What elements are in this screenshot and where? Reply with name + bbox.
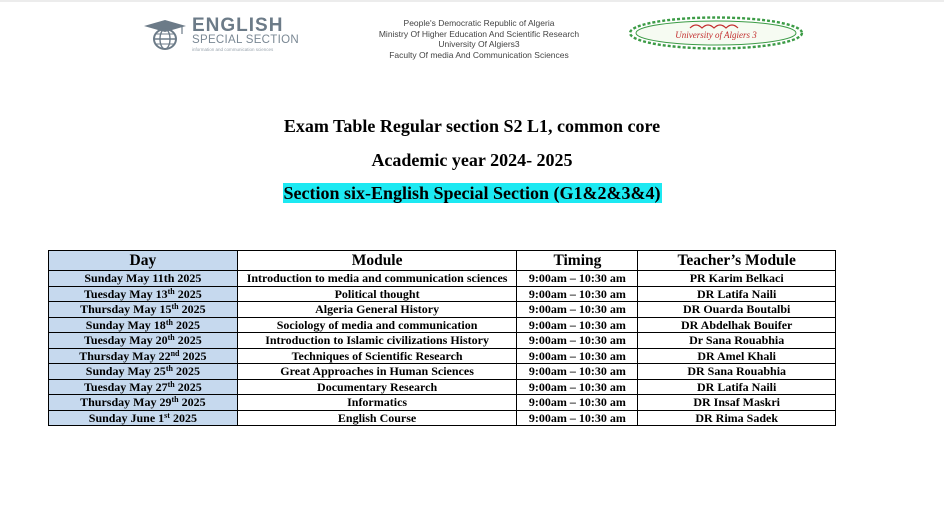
header-module: Module [237,251,517,271]
exam-schedule-table [48,250,836,426]
cell-teacher: DR Insaf Maskri [638,395,836,411]
cell-module: Political thought [237,286,517,302]
cell-timing: 9:00am – 10:30 am [517,286,638,302]
top-border [0,0,944,2]
english-section-logo [140,14,320,54]
table-header-row [49,251,836,271]
cell-day: Tuesday May 13th 2025 [49,286,238,302]
institution-line: University Of Algiers3 [438,39,520,49]
cell-timing: 9:00am – 10:30 am [517,379,638,395]
cell-module: Documentary Research [237,379,517,395]
header-teacher: Teacher’s Module [638,251,836,271]
header-day: Day [49,251,238,271]
cell-teacher: DR Latifa Naili [638,379,836,395]
header-timing: Timing [517,251,638,271]
table-row [49,286,836,302]
institution-block [334,18,624,60]
logo-tagline: information and communication sciences [192,47,274,52]
cell-teacher: DR Sana Rouabhia [638,364,836,380]
table-row [49,271,836,287]
institution-line: People's Democratic Republic of Algeria [403,18,555,28]
section-title [0,183,944,204]
cell-module: Informatics [237,395,517,411]
exam-table-title: Exam Table Regular section S2 L1, common core [283,116,661,136]
table-row [49,410,836,426]
table-row [49,348,836,364]
cell-day: Thursday May 15th 2025 [49,302,238,318]
cell-module: English Course [237,410,517,426]
cell-timing: 9:00am – 10:30 am [517,395,638,411]
logo-word-special-section: SPECIAL SECTION [192,34,299,46]
cell-day: Sunday May 11th 2025 [49,271,238,287]
cell-module: Introduction to Islamic civilizations History [237,333,517,349]
cell-day: Sunday May 25th 2025 [49,364,238,380]
cell-teacher: DR Latifa Naili [638,286,836,302]
cell-teacher: DR Rima Sadek [638,410,836,426]
institution-line: Ministry Of Higher Education And Scientific Research [378,28,580,39]
table-row [49,379,836,395]
cell-day: Tuesday May 20th 2025 [49,333,238,349]
academic-year-title: Academic year 2024- 2025 [371,150,573,170]
cell-teacher: DR Ouarda Boutalbi [638,302,836,318]
cell-timing: 9:00am – 10:30 am [517,317,638,333]
institution-line: Faculty Of media And Communication Sciences [389,49,569,60]
cell-day: Thursday May 22nd 2025 [49,348,238,364]
cell-module: Great Approaches in Human Sciences [237,364,517,380]
cell-timing: 9:00am – 10:30 am [517,364,638,380]
cell-day: Thursday May 29th 2025 [49,395,238,411]
table-row [49,395,836,411]
cell-module: Introduction to media and communication sciences [237,271,517,287]
seal-text: University of Algiers 3 [675,30,757,40]
cell-day: Sunday May 18th 2025 [49,317,238,333]
cell-teacher: DR Abdelhak Bouifer [638,317,836,333]
cell-timing: 9:00am – 10:30 am [517,271,638,287]
cell-timing: 9:00am – 10:30 am [517,333,638,349]
cell-day: Tuesday May 27th 2025 [49,379,238,395]
cell-teacher: Dr Sana Rouabhia [638,333,836,349]
cell-module: Algeria General History [237,302,517,318]
table-row [49,364,836,380]
table-row [49,333,836,349]
cell-teacher: PR Karim Belkaci [638,271,836,287]
cell-teacher: DR Amel Khali [638,348,836,364]
section-title-highlight: Section six-English Special Section (G1&2&3&4) [283,183,661,203]
cell-module: Techniques of Scientific Research [237,348,517,364]
logo-word-english: ENGLISH [192,15,284,36]
table-row [49,317,836,333]
cell-timing: 9:00am – 10:30 am [517,302,638,318]
cell-timing: 9:00am – 10:30 am [517,410,638,426]
graduation-globe-icon [140,20,190,50]
table-row [49,302,836,318]
cell-timing: 9:00am – 10:30 am [517,348,638,364]
cell-module: Sociology of media and communication [237,317,517,333]
cell-day: Sunday June 1st 2025 [49,410,238,426]
university-seal-logo [628,16,804,50]
